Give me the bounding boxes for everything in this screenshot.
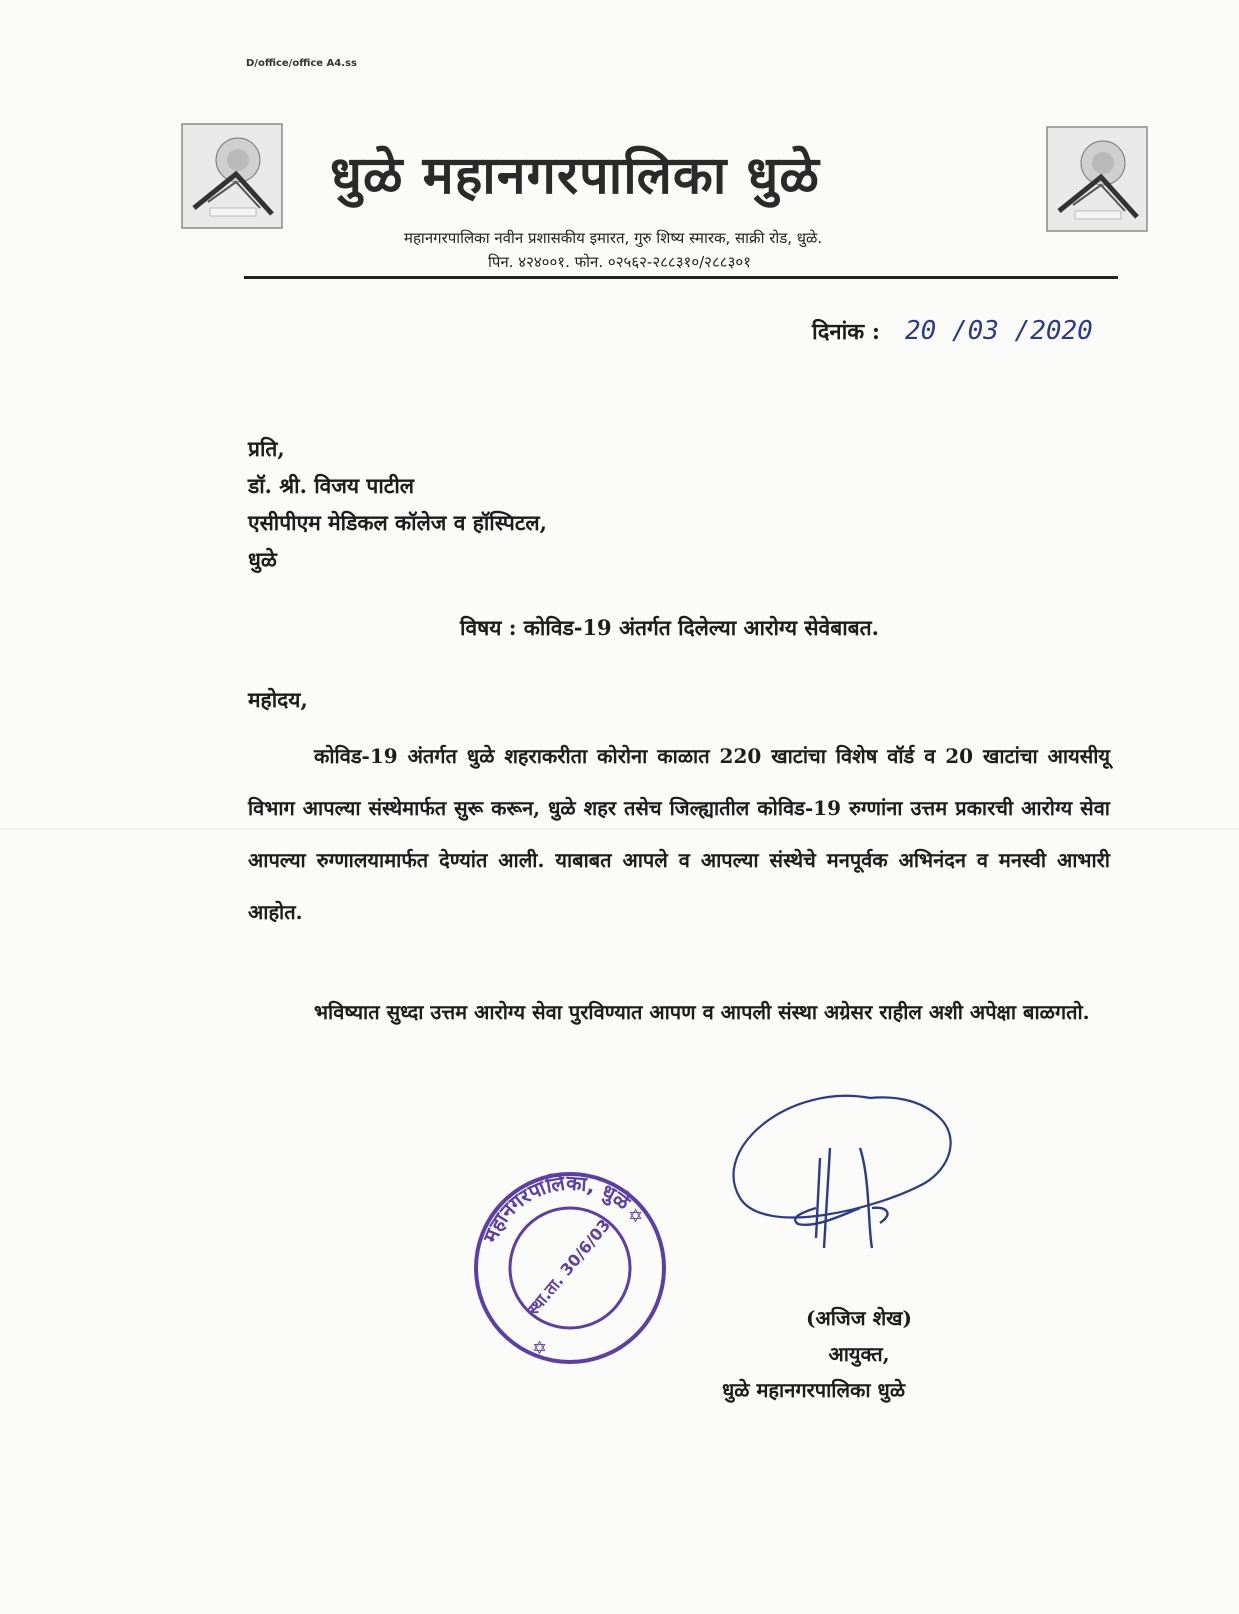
municipal-emblem-left bbox=[180, 122, 284, 230]
svg-text:स्था.ता. 30/6/03: स्था.ता. 30/6/03 bbox=[523, 1215, 615, 1319]
recipient-institution: एसीपीएम मेडिकल कॉलेज व हॉस्पिटल, bbox=[248, 510, 547, 535]
municipal-emblem-right bbox=[1045, 125, 1149, 233]
svg-text:✡: ✡ bbox=[628, 1206, 644, 1227]
recipient-address bbox=[248, 430, 547, 578]
signatory-organization: धुळे महानगरपालिका धुळे bbox=[722, 1378, 906, 1402]
signatory-designation: आयुक्त, bbox=[828, 1342, 890, 1366]
svg-text:महानगरपालिका, धुळे: महानगरपालिका, धुळे bbox=[478, 1170, 635, 1246]
recipient-prefix: प्रति, bbox=[248, 436, 285, 461]
date-value: 20 /03 /2020 bbox=[904, 316, 1093, 346]
body-paragraph-1: कोविड-19 अंतर्गत धुळे शहराकरीता कोरोना काळात 220 खाटांचा विशेष वॉर्ड व 20 खाटांचा आयसीयू विभाग आपल्या संस्थेमार्फत सुरू करून, धुळे शहर तसेच जिल्ह्यातील कोविड-19 रुग्णांना उत्तम प्रकारची आरोग्य सेवा आपल्या रुग्णालयामार्फत देण्यांत आली. याबाबत आपले व आपल्या संस्थेचे मनपूर्वक अभिनंदन व मनस्वी आभारी आहोत. bbox=[248, 744, 1110, 924]
letter-subject: विषय : कोविड-19 अंतर्गत दिलेल्या आरोग्य सेवेबाबत. bbox=[460, 615, 879, 640]
header-divider bbox=[244, 276, 1118, 279]
organization-address: महानगरपालिका नवीन प्रशासकीय इमारत, गुरु शिष्य स्मारक, साक्री रोड, धुळे. bbox=[404, 229, 823, 247]
recipient-city: धुळे bbox=[248, 547, 277, 572]
signatory-block bbox=[722, 1300, 984, 1408]
date-label: दिनांक : bbox=[812, 319, 880, 345]
signatory-name: (अजिज शेख) bbox=[806, 1306, 912, 1330]
salutation: महोदय, bbox=[248, 687, 308, 712]
organization-title: धुळे महानगरपालिका धुळे bbox=[330, 146, 820, 206]
file-reference: D/office/office A4.ss bbox=[246, 58, 357, 69]
recipient-name: डॉ. श्री. विजय पाटील bbox=[248, 473, 415, 498]
svg-text:✡: ✡ bbox=[532, 1338, 548, 1359]
office-seal-stamp bbox=[470, 1168, 670, 1368]
body-paragraph-2: भविष्यात सुध्दा उत्तम आरोग्य सेवा पुरविण्यात आपण व आपली संस्था अग्रेसर राहील अशी अपेक्षा बाळगतो. bbox=[314, 1000, 1090, 1024]
handwritten-signature bbox=[720, 1088, 980, 1298]
date-row bbox=[812, 316, 1093, 346]
organization-contact: पिन. ४२४००१. फोन. ०२५६२-२८८३१०/२८८३०१ bbox=[488, 253, 751, 271]
